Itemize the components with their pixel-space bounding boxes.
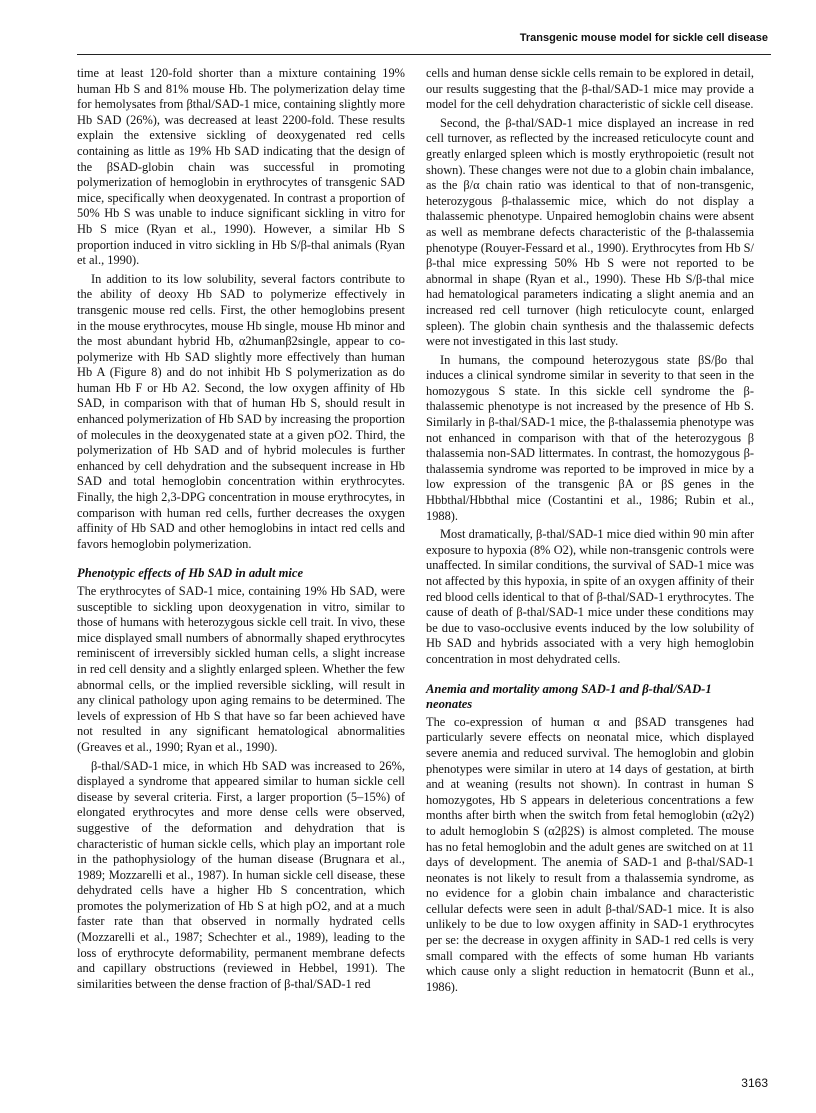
header-rule — [77, 54, 771, 55]
right-column — [426, 66, 754, 998]
section-heading: Anemia and mortality among SAD-1 and β-thal/SAD-1 neonates — [426, 681, 712, 712]
running-title: Transgenic mouse model for sickle cell disease — [519, 32, 768, 44]
section-heading: Phenotypic effects of Hb SAD in adult mice — [77, 566, 304, 581]
paragraph: The co-expression of human α and βSAD transgenes had particularly severe effects on neonatal mice, which displayed severe anemia and reduced survival. The hemoglobin and globin phenotypes were similar in utero at 14 days of gestation, at birth and at weaning (results not shown). In contrast in human S homozygotes, Hb S appears in deleterious concentrations a few months after birth when the switch from fetal hemoglobin (α2γ2) to adult hemoglobin S (α2β2S) is almost completed. The mouse has no fetal hemoglobin and the adult genes are switched on at 11 days of development. The anemia of SAD-1 and β-thal/SAD-1 neonates is not likely to result from a thalassemia syndrome, as no evidence for a globin chain imbalance and characteristic cellular defects were seen in adult β-thal/SAD-1 mice. It is also unlikely to be due to low oxygen affinity in SAD-1 erythrocytes per se: the decrease in oxygen affinity in SAD-1 red cells is very small compared with the effects of some human Hb variants which cause only a slight reduction in hematocrit (Bunn et al., 1986). — [426, 714, 754, 994]
paragraph: Most dramatically, β-thal/SAD-1 mice died within 90 min after exposure to hypoxia (8% O2), while non-transgenic controls were unaffected. In similar conditions, the survival of SAD-1 mice was not affected by this hypoxia, in spite of an oxygen affinity of their red blood cells identical to that of β-thal/SAD-1 erythrocytes. The cause of death of β-thal/SAD-1 mice under these conditions may be due to vaso-occlusive events induced by the low solubility of Hb SAD and hybrids associated with a very high hemoglobin concentration in most dehydrated cells. — [426, 527, 754, 666]
paragraph: In humans, the compound heterozygous state βS/βo thal induces a clinical syndrome similar in severity to that seen in the homozygous S state. In this sickle cell syndrome the β-thalassemic phenotype is not increased by the presence of Hb S. Similarly in β-thal/SAD-1 mice, the β-thalassemia phenotype was not enhanced in comparison with that of the heterozygous β thalassemia non-SAD littermates. In contrast, the homozygous β-thalassemia syndrome was reported to be improved in mice by a low expression of the transgenic βA or βS genes in the Hbbthal/Hbbthal mice (Costantini et al., 1986; Rubin et al., 1988). — [426, 352, 754, 523]
page-number: 3163 — [741, 1076, 768, 1090]
paragraph: cells and human dense sickle cells remain to be explored in detail, our results suggesting that the β-thal/SAD-1 mice may provide a model for the cell dehydration characteristic of sickle cell disease. — [426, 66, 754, 112]
left-column — [77, 66, 405, 995]
paragraph: Second, the β-thal/SAD-1 mice displayed an increase in red cell turnover, as reflected by the increased reticulocyte count and greatly enlarged spleen which is mostly erythropoietic (result not shown). These changes were not due to a globin chain imbalance, as the β/α chain ratio was identical to that of non-transgenic, heterozygous β-thalassemic mice, which do not display a thalassemic phenotype. Unpaired hemoglobin chains were absent as well as membrane defects characteristic of the β-thalassemia phenotype (Rouyer-Fessard et al., 1990). Erythrocytes from Hb S/β-thal mice expressing 50% Hb S were not reported to be abnormal in shape (Ryan et al., 1990). These Hb S/β-thal mice had hematological parameters indicating a slight anemia and an increased red cell turnover (high reticulocyte count, enlarged spleen). The globin chain synthesis and the thalassemic defects were not investigated in this last study. — [426, 115, 754, 349]
paragraph: In addition to its low solubility, several factors contribute to the ability of deoxy Hb SAD to polymerize effectively in transgenic mouse red cells. First, the other hemoglobins present in the mouse erythrocytes, mouse Hb single, mouse Hb minor and the most abundant hybrid Hb, α2humanβ2single, appear to co-polymerize with Hb SAD slightly more effectively than human Hb A (Figure 8) and do not inhibit Hb S polymerization as do human Hb F or Hb A2. Second, the low oxygen affinity of Hb SAD, in comparison with that of human Hb S, should result in enhanced polymerization of Hb SAD by increasing the proportion of molecules in the deoxygenated state at a given pO2. Third, the polymerization of Hb SAD and of hybrid molecules is further enhanced by cell dehydration and the subsequent increase in Hb SAD and total hemoglobin concentration within erythrocytes. Finally, the high 2,3-DPG concentration in mouse erythrocytes, in comparison with human red cells, further decreases the oxygen affinity of Hb SAD and other hemoglobins in intact red cells and favors hemoglobin polymerization. — [77, 271, 405, 551]
paragraph: time at least 120-fold shorter than a mixture containing 19% human Hb S and 81% mouse Hb. The polymerization delay time for hemolysates from βthal/SAD-1 mice, containing slightly more Hb SAD (26%), was decreased at least 2200-fold. These results explain the extensive sickling of deoxygenated red cells containing as little as 19% Hb SAD indicating that the design of the βSAD-globin chain was successful in promoting polymerization of hemoglobin in erythrocytes of transgenic SAD mice, specifically when deoxygenated. In contrast a proportion of 50% Hb S was unable to induce significant sickling in vitro for Hb S mice (Ryan et al., 1990). However, a similar Hb S proportion induced in vitro sickling in Hb S/β-thal animals (Ryan et al., 1990). — [77, 66, 405, 268]
paragraph: The erythrocytes of SAD-1 mice, containing 19% Hb SAD, were susceptible to sickling upon deoxygenation in vitro, similar to those of humans with heterozygous sickle cell trait. In vivo, these mice displayed small numbers of abnormally shaped erythrocytes reminiscent of irreversibly sickled human cells, a slight increase in red cell density and a slightly enlarged spleen. Whether the few abnormal cells, or the implied reversible sickling, will result in any clinical pathology upon aging remains to be determined. The levels of expression of Hb S that have so far been achieved have not resulted in any significant hematological abnormalities (Greaves et al., 1990; Ryan et al., 1990). — [77, 584, 405, 754]
paragraph: β-thal/SAD-1 mice, in which Hb SAD was increased to 26%, displayed a syndrome that appeared similar to human sickle cell disease by several criteria. First, a larger proportion (5–15%) of elongated erythrocytes and more dense cells were observed, suggestive of the deformation and dehydration that is characteristic of human sickle cells, which play an important role in the pathophysiology of the human disease (Brugnara et al., 1989; Mozzarelli et al., 1987). In human sickle cell disease, these dehydrated cells have a higher Hb S concentration, which promotes the polymerization of Hb S at high pO2, and at a much faster rate than that observed in normally hydrated cells (Mozzarelli et al., 1987; Schechter et al., 1989), leading to the loss of erythrocyte deformability, permanent membrane defects and capillary obstructions (reviewed in Hebbel, 1991). The similarities between the dense fraction of β-thal/SAD-1 red — [77, 758, 405, 991]
